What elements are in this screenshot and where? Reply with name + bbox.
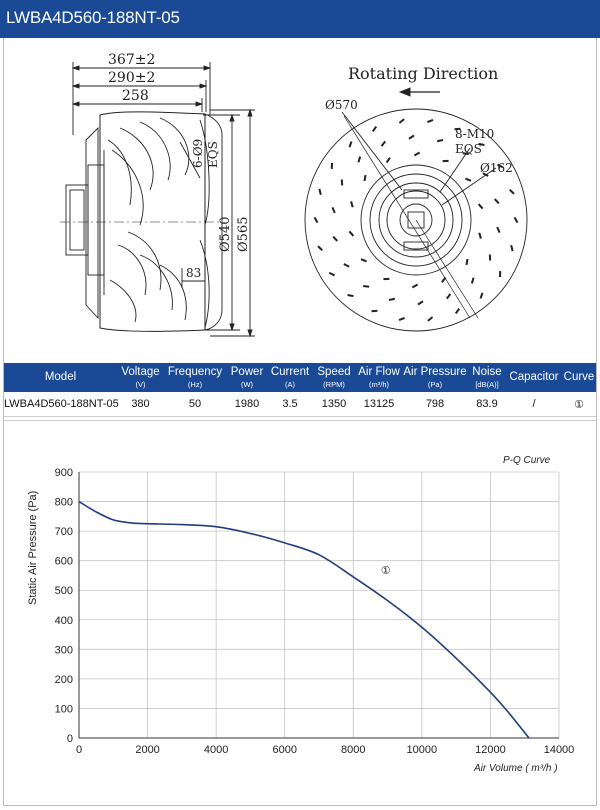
impeller-slot [349, 141, 353, 147]
chart-axes [79, 472, 559, 738]
y-tick-label: 800 [54, 496, 73, 509]
impeller-slot [347, 294, 353, 297]
impeller-slot [349, 231, 355, 237]
impeller-slot [363, 285, 369, 288]
impeller-slot [383, 278, 389, 280]
impeller-slot [332, 207, 336, 213]
impeller-slot [414, 152, 420, 157]
y-tick-label: 300 [54, 644, 73, 657]
side-view [60, 62, 255, 336]
curve-series-label: ① [380, 564, 391, 577]
impeller-slot [417, 300, 423, 305]
col-air-flow: Air Flow (m³/h) [358, 366, 400, 389]
impeller-slot [427, 316, 433, 321]
y-tick-label: 100 [54, 703, 73, 716]
rotating-direction-label: Rotating Direction [348, 64, 499, 83]
impeller-slot [489, 254, 491, 260]
x-axis-label: Air Volume ( m³/h ) [474, 763, 558, 774]
impeller-slot [361, 258, 367, 262]
pq-chart [0, 430, 600, 800]
dim-d570: Ø570 [325, 98, 358, 112]
cell-power: 1980 [234, 398, 260, 410]
dim-inner-width: 258 [122, 88, 149, 104]
impeller-slot [494, 198, 500, 204]
impeller-slot [329, 272, 335, 277]
impeller-slot [331, 163, 333, 169]
spec-table-header [4, 363, 596, 392]
y-tick-label: 400 [54, 614, 73, 627]
x-tick-label: 6000 [272, 744, 297, 756]
chart-grid [79, 472, 559, 738]
x-tick-label: 4000 [203, 744, 229, 756]
front-view [305, 88, 527, 331]
title-bar [0, 0, 600, 38]
col-noise: Noise [dB(A)] [472, 366, 502, 389]
impeller-slot [332, 236, 338, 242]
cell-capacitor: / [532, 398, 536, 410]
section-divider [3, 420, 596, 421]
page-title: LWBA4D560-188NT-05 [6, 8, 180, 27]
col-current: Current (A) [270, 366, 310, 389]
y-tick-label: 500 [54, 585, 73, 598]
chart-title: P-Q Curve [503, 455, 551, 466]
impeller-slot [510, 245, 513, 251]
col-model: Model [44, 371, 77, 383]
impeller-slot [499, 271, 501, 277]
col-speed: Speed (RPM) [317, 366, 351, 389]
cell-frequency: 50 [188, 398, 202, 410]
impeller-slot [446, 293, 451, 299]
table-row [4, 392, 596, 417]
impeller-slot [509, 189, 515, 195]
cell-air-flow: 13125 [363, 398, 395, 410]
y-tick-labels [55, 467, 73, 745]
impeller-slot [471, 277, 475, 283]
cell-model: LWBA4D560-188NT-05 [4, 398, 119, 410]
impeller-slot [381, 141, 386, 147]
cell-curve: ① [574, 399, 584, 411]
impeller-slot [465, 178, 471, 182]
col-curve: Curve [563, 371, 595, 383]
impeller-slot [412, 284, 418, 289]
impeller-slot [357, 156, 361, 162]
cell-speed: 1350 [321, 398, 347, 410]
x-tick-label: 12000 [475, 744, 506, 756]
impeller-slot [455, 308, 460, 314]
y-axis-label: Static Air Pressure (Pa) [27, 490, 39, 605]
impeller-slot [389, 298, 395, 301]
x-tick-label: 14000 [543, 744, 575, 756]
cell-current: 3.5 [282, 398, 298, 410]
impeller-slot [399, 317, 405, 321]
y-tick-label: 200 [54, 673, 73, 686]
impeller-slot [514, 217, 519, 223]
col-air-pressure: Air Pressure (Pa) [403, 366, 467, 389]
impeller-slot [399, 118, 405, 123]
y-tick-label: 900 [54, 467, 73, 479]
dim-overall-width: 367±2 [108, 52, 156, 68]
col-capacitor: Capacitor [509, 371, 559, 383]
impeller-slot [478, 233, 482, 239]
col-voltage: Voltage (V) [121, 366, 160, 389]
impeller-slot [341, 179, 343, 185]
x-tick-label: 10000 [406, 744, 438, 756]
impeller-slot [443, 160, 449, 162]
impeller-slot [427, 119, 433, 123]
impeller-slot [496, 227, 500, 233]
impeller-slot [480, 292, 484, 298]
impeller-slot [478, 203, 484, 209]
dim-d162: Ø162 [480, 161, 513, 175]
impeller-slot [386, 157, 391, 163]
dim-d540: Ø540 [218, 216, 233, 252]
impeller-slot [441, 277, 446, 283]
x-tick-label: 0 [75, 744, 83, 756]
y-tick-label: 600 [54, 555, 73, 568]
dim-small-width: 83 [186, 266, 202, 280]
dim-mid-width: 290±2 [108, 70, 156, 86]
impeller-slot [372, 126, 377, 132]
dim-mounting-bolts: 8-M10 [455, 127, 495, 141]
dim-eqs-front: EQS [455, 142, 482, 156]
impeller-slot [408, 135, 414, 140]
impeller-slot [317, 245, 323, 251]
front-view-labels [325, 64, 513, 175]
impeller-slot [371, 310, 377, 313]
impeller-slot [364, 175, 367, 181]
x-tick-label: 8000 [341, 744, 366, 756]
x-tick-labels [76, 744, 574, 756]
cell-noise: 83.9 [476, 398, 498, 410]
cell-air-pressure: 798 [425, 398, 445, 410]
impeller-slot [466, 259, 469, 265]
technical-drawing [0, 40, 600, 360]
dim-bolt-holes: 6-Ø9 [191, 138, 205, 168]
impeller-slot [350, 201, 354, 207]
dim-d565: Ø565 [236, 216, 251, 252]
impeller-slot [437, 139, 443, 142]
cell-voltage: 380 [131, 398, 150, 410]
impeller-slot [318, 189, 321, 195]
x-tick-label: 2000 [135, 744, 160, 756]
col-power: Power (W) [230, 366, 264, 389]
y-tick-label: 700 [54, 526, 73, 539]
dim-eqs-side: EQS [206, 141, 220, 168]
impeller-slot [314, 217, 319, 223]
impeller-slot [343, 263, 349, 267]
col-frequency: Frequency (Hz) [167, 366, 223, 389]
y-tick-label: 0 [66, 733, 73, 745]
